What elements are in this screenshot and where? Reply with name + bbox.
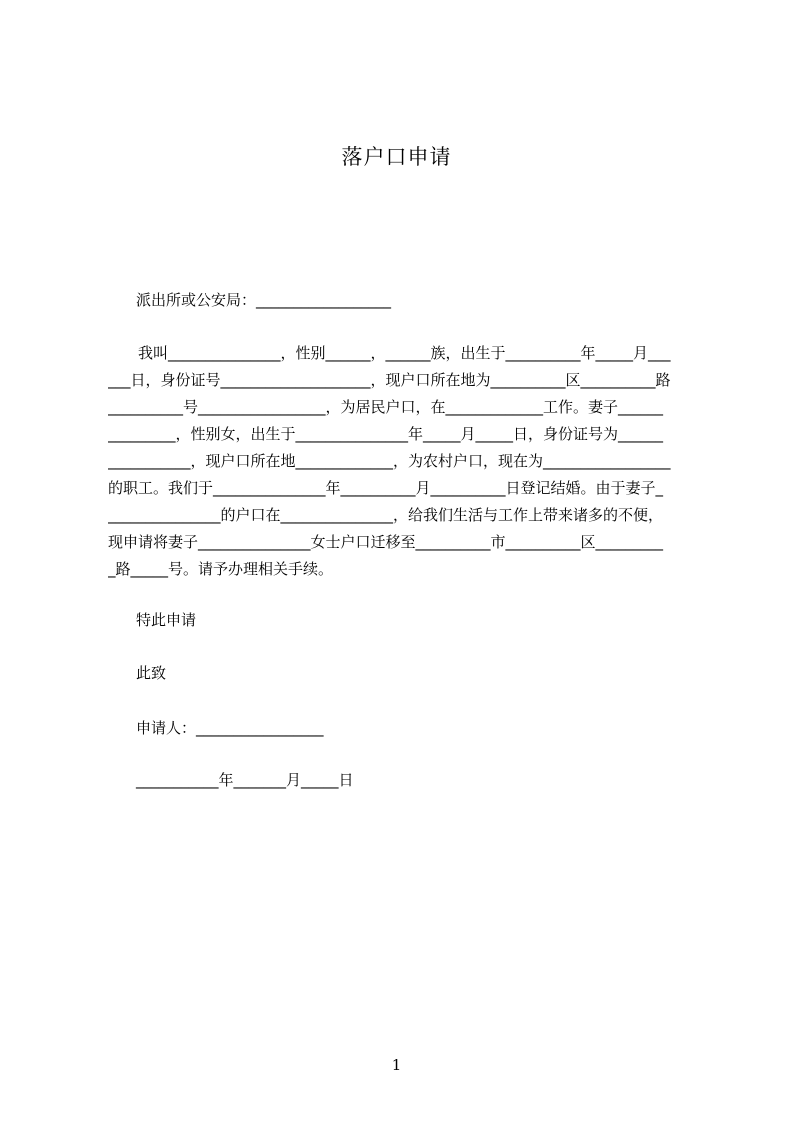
page-title: 落户口申请	[341, 145, 452, 169]
body-line: 的职工。我们于_______________年__________月__________日登记结婚。由于妻子_	[108, 479, 664, 497]
closing-remark: 特此申请	[136, 611, 197, 629]
body-line: ___________，现户口所在地_____________，为农村户口，现在为_________________	[108, 452, 671, 470]
body-line: ___日，身份证号____________________，现户口所在地为__________区__________路	[108, 371, 671, 389]
date-line: ___________年_______月_____日	[136, 771, 354, 789]
body-line: _路_____号。请予办理相关手续。	[108, 560, 334, 578]
salutation: 此致	[136, 664, 167, 682]
body-line: _________，性别女，出生于_______________年_____月_____日，身份证号为______	[108, 425, 664, 443]
body-line: _______________的户口在_______________，给我们生活与工作上带来诸多的不便，	[108, 506, 664, 524]
body-line: 现申请将妻子_______________女士户口迁移至__________市__________区_________	[108, 533, 664, 551]
body-line: __________号_________________，为居民户口，在_____________工作。妻子______	[108, 398, 664, 416]
page-number: 1	[391, 1056, 402, 1074]
body-line: 我叫_______________，性别______，______族，出生于__________年_____月___	[138, 344, 671, 362]
applicant-signature-line: 申请人：_________________	[136, 719, 324, 737]
recipient-line: 派出所或公安局：__________________	[136, 291, 392, 309]
body-paragraph	[108, 340, 698, 583]
